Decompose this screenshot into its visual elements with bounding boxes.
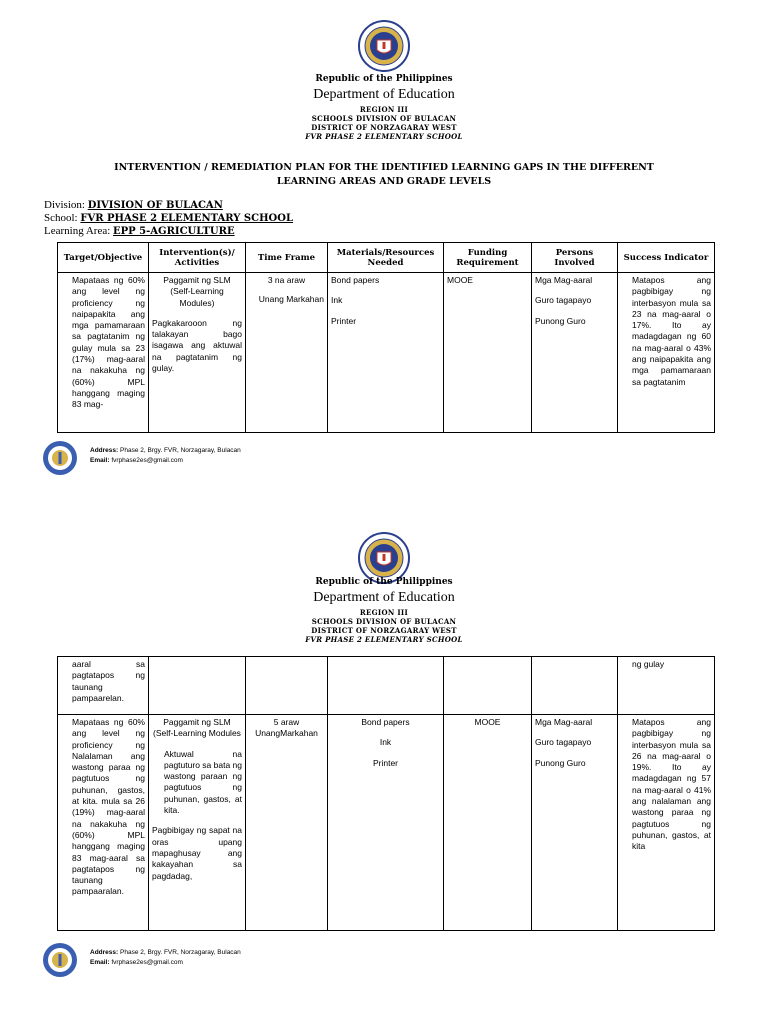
cell-target: Mapataas ng 60% ang level ng proficiency ng naipapakita ang mga pamamaraan sa pagtatanim ng gulay mula sa 23 (17%) mag-aaral na nakakuha ng (60%) MPL hanggang maging 83 mag- xyxy=(58,273,149,433)
header-target: Target/Objective xyxy=(58,243,149,273)
cell-persons xyxy=(532,715,618,931)
document-page-1 xyxy=(0,0,768,480)
school-name-label: FVR PHASE 2 ELEMENTARY SCHOOL xyxy=(305,635,463,644)
material-item: Ink xyxy=(379,737,392,748)
district-label: DISTRICT OF NORZAGARAY WEST xyxy=(311,123,457,132)
table-row xyxy=(58,715,715,931)
table-row xyxy=(58,273,715,433)
cell-funding: MOOE xyxy=(444,273,532,433)
header-success: Success Indicator xyxy=(618,243,715,273)
email-label: Email: xyxy=(90,457,110,464)
republic-label: Republic of the Philippines xyxy=(315,74,453,84)
deped-seal-icon xyxy=(358,20,410,72)
learning-area-label: Learning Area: xyxy=(44,225,111,237)
cell-materials xyxy=(328,657,444,715)
email-value: fvrphase2es@gmail.com xyxy=(111,457,183,464)
learning-area-line xyxy=(44,225,235,238)
schools-division-label: SCHOOLS DIVISION OF BULACAN xyxy=(311,617,457,626)
division-value: DIVISION OF BULACAN xyxy=(87,200,223,211)
email-value: fvrphase2es@gmail.com xyxy=(111,959,183,966)
time-frame-duration: 3 na araw xyxy=(267,275,306,285)
footer-contact xyxy=(90,948,241,968)
cell-materials xyxy=(328,715,444,931)
intervention-item: Pagbibigay ng sapat na oras upang mapaghusay ang kakayahan sa pagdadag, xyxy=(152,825,242,881)
cell-target: Mapataas ng 60% ang level ng proficiency ng Nalalaman ang wastong paraa ng pagtutuos ng puhunan, gastos, at kita. mula sa 26 (19%) mag-aaral na nakakuha ng (60%) MPL hanggang maging 83 mag-aaral sa pagtatapos ng taunang pampaaralan. xyxy=(58,715,149,931)
cell-funding: MOOE xyxy=(444,715,532,931)
division-label: Division: xyxy=(44,199,85,211)
plan-title xyxy=(60,161,708,189)
person-item: Punong Guro xyxy=(535,757,586,768)
cell-intervention xyxy=(149,273,246,433)
time-frame-quarter: Unang Markahan xyxy=(258,294,324,305)
email-label: Email: xyxy=(90,959,110,966)
region-label: REGION III xyxy=(359,608,409,617)
person-item: Punong Guro xyxy=(535,315,586,326)
cell-persons xyxy=(532,273,618,433)
header-time-frame: Time Frame xyxy=(246,243,328,273)
school-name-label: FVR PHASE 2 ELEMENTARY SCHOOL xyxy=(305,132,463,141)
material-item: Bond papers xyxy=(331,275,380,285)
table-row xyxy=(58,657,715,715)
school-label: School: xyxy=(44,212,78,224)
cell-success: Matapos ang pagbibigay ng interbasyon mula sa 23 na mag-aaral o 17%. Ito ay madagdagan ng 60 na mag-aaral o 43% ang naipapakita ang mga pamamaraan sa pagtatanim xyxy=(618,273,715,433)
division-line xyxy=(44,199,223,212)
intervention-table-continued xyxy=(57,656,715,931)
region-label: REGION III xyxy=(359,105,409,114)
cell-success: Matapos ang pagbibigay ng interbasyon mula sa 26 na mag-aaral o 19%. Ito ay madagdagan ng 57 na mag-aaral o 41% ang nalalaman ang wastong paraa ng pagtutuos ng puhunan, gastos, at kita xyxy=(618,715,715,931)
intervention-item: Pagkakarooon ng talakayan bago isagawa ang aktuwal na pagtatanim ng gulay. xyxy=(152,317,242,374)
plan-title-line2: LEARNING AREAS AND GRADE LEVELS xyxy=(276,176,492,187)
republic-label: Republic of the Philippines xyxy=(315,577,453,587)
header-intervention: Intervention(s)/ Activities xyxy=(149,243,246,273)
person-item: Mga Mag-aaral xyxy=(535,717,593,727)
cell-funding xyxy=(444,657,532,715)
school-line xyxy=(44,212,293,225)
header-persons: Persons Involved xyxy=(532,243,618,273)
department-title: Department of Education xyxy=(313,87,455,102)
material-item: Printer xyxy=(331,315,357,326)
table-header-row xyxy=(58,243,715,273)
intervention-table xyxy=(57,242,715,433)
cell-intervention xyxy=(149,657,246,715)
header-materials: Materials/Resources Needed xyxy=(328,243,444,273)
person-item: Mga Mag-aaral xyxy=(535,275,593,285)
school-logo-icon xyxy=(42,942,78,983)
school-logo-icon xyxy=(42,440,78,481)
footer-contact xyxy=(90,446,241,466)
address-value: Phase 2, Brgy. FVR, Norzagaray, Bulacan xyxy=(120,949,241,956)
cell-time-frame: 5 araw UnangMarkahan xyxy=(246,715,328,931)
cell-time-frame xyxy=(246,657,328,715)
cell-intervention xyxy=(149,715,246,931)
person-item: Guro tagapayo xyxy=(535,737,592,748)
intervention-item: Aktuwal na pagtuturo sa bata ng wastong paraan ng pagtutuos ng puhunan, gastos, at kita. xyxy=(164,748,242,816)
school-value: FVR PHASE 2 ELEMENTARY SCHOOL xyxy=(80,213,293,224)
document-page-2 xyxy=(0,528,768,1024)
address-label: Address: xyxy=(90,447,119,454)
address-label: Address: xyxy=(90,949,119,956)
plan-title-line1: INTERVENTION / REMEDIATION PLAN FOR THE IDENTIFIED LEARNING GAPS IN THE DIFFERENT xyxy=(114,162,654,173)
schools-division-label: SCHOOLS DIVISION OF BULACAN xyxy=(311,114,457,123)
material-item: Bond papers xyxy=(361,717,410,727)
header-funding: Funding Requirement xyxy=(444,243,532,273)
cell-time-frame xyxy=(246,273,328,433)
material-item: Printer xyxy=(372,757,399,768)
department-title: Department of Education xyxy=(313,590,455,605)
address-value: Phase 2, Brgy. FVR, Norzagaray, Bulacan xyxy=(120,447,241,454)
learning-area-value: EPP 5-AGRICULTURE xyxy=(113,226,235,237)
cell-success: ng gulay xyxy=(618,657,715,715)
cell-persons xyxy=(532,657,618,715)
district-label: DISTRICT OF NORZAGARAY WEST xyxy=(311,626,457,635)
cell-target: aaral sa pagtatapos ng taunang pampaarelan. xyxy=(58,657,149,715)
intervention-item: Paggamit ng SLM (Self-Learning Modules xyxy=(153,717,241,739)
cell-materials xyxy=(328,273,444,433)
person-item: Guro tagapayo xyxy=(535,295,592,306)
material-item: Ink xyxy=(331,295,343,306)
intervention-item: Paggamit ng SLM (Self-Learning Modules) xyxy=(163,275,231,308)
